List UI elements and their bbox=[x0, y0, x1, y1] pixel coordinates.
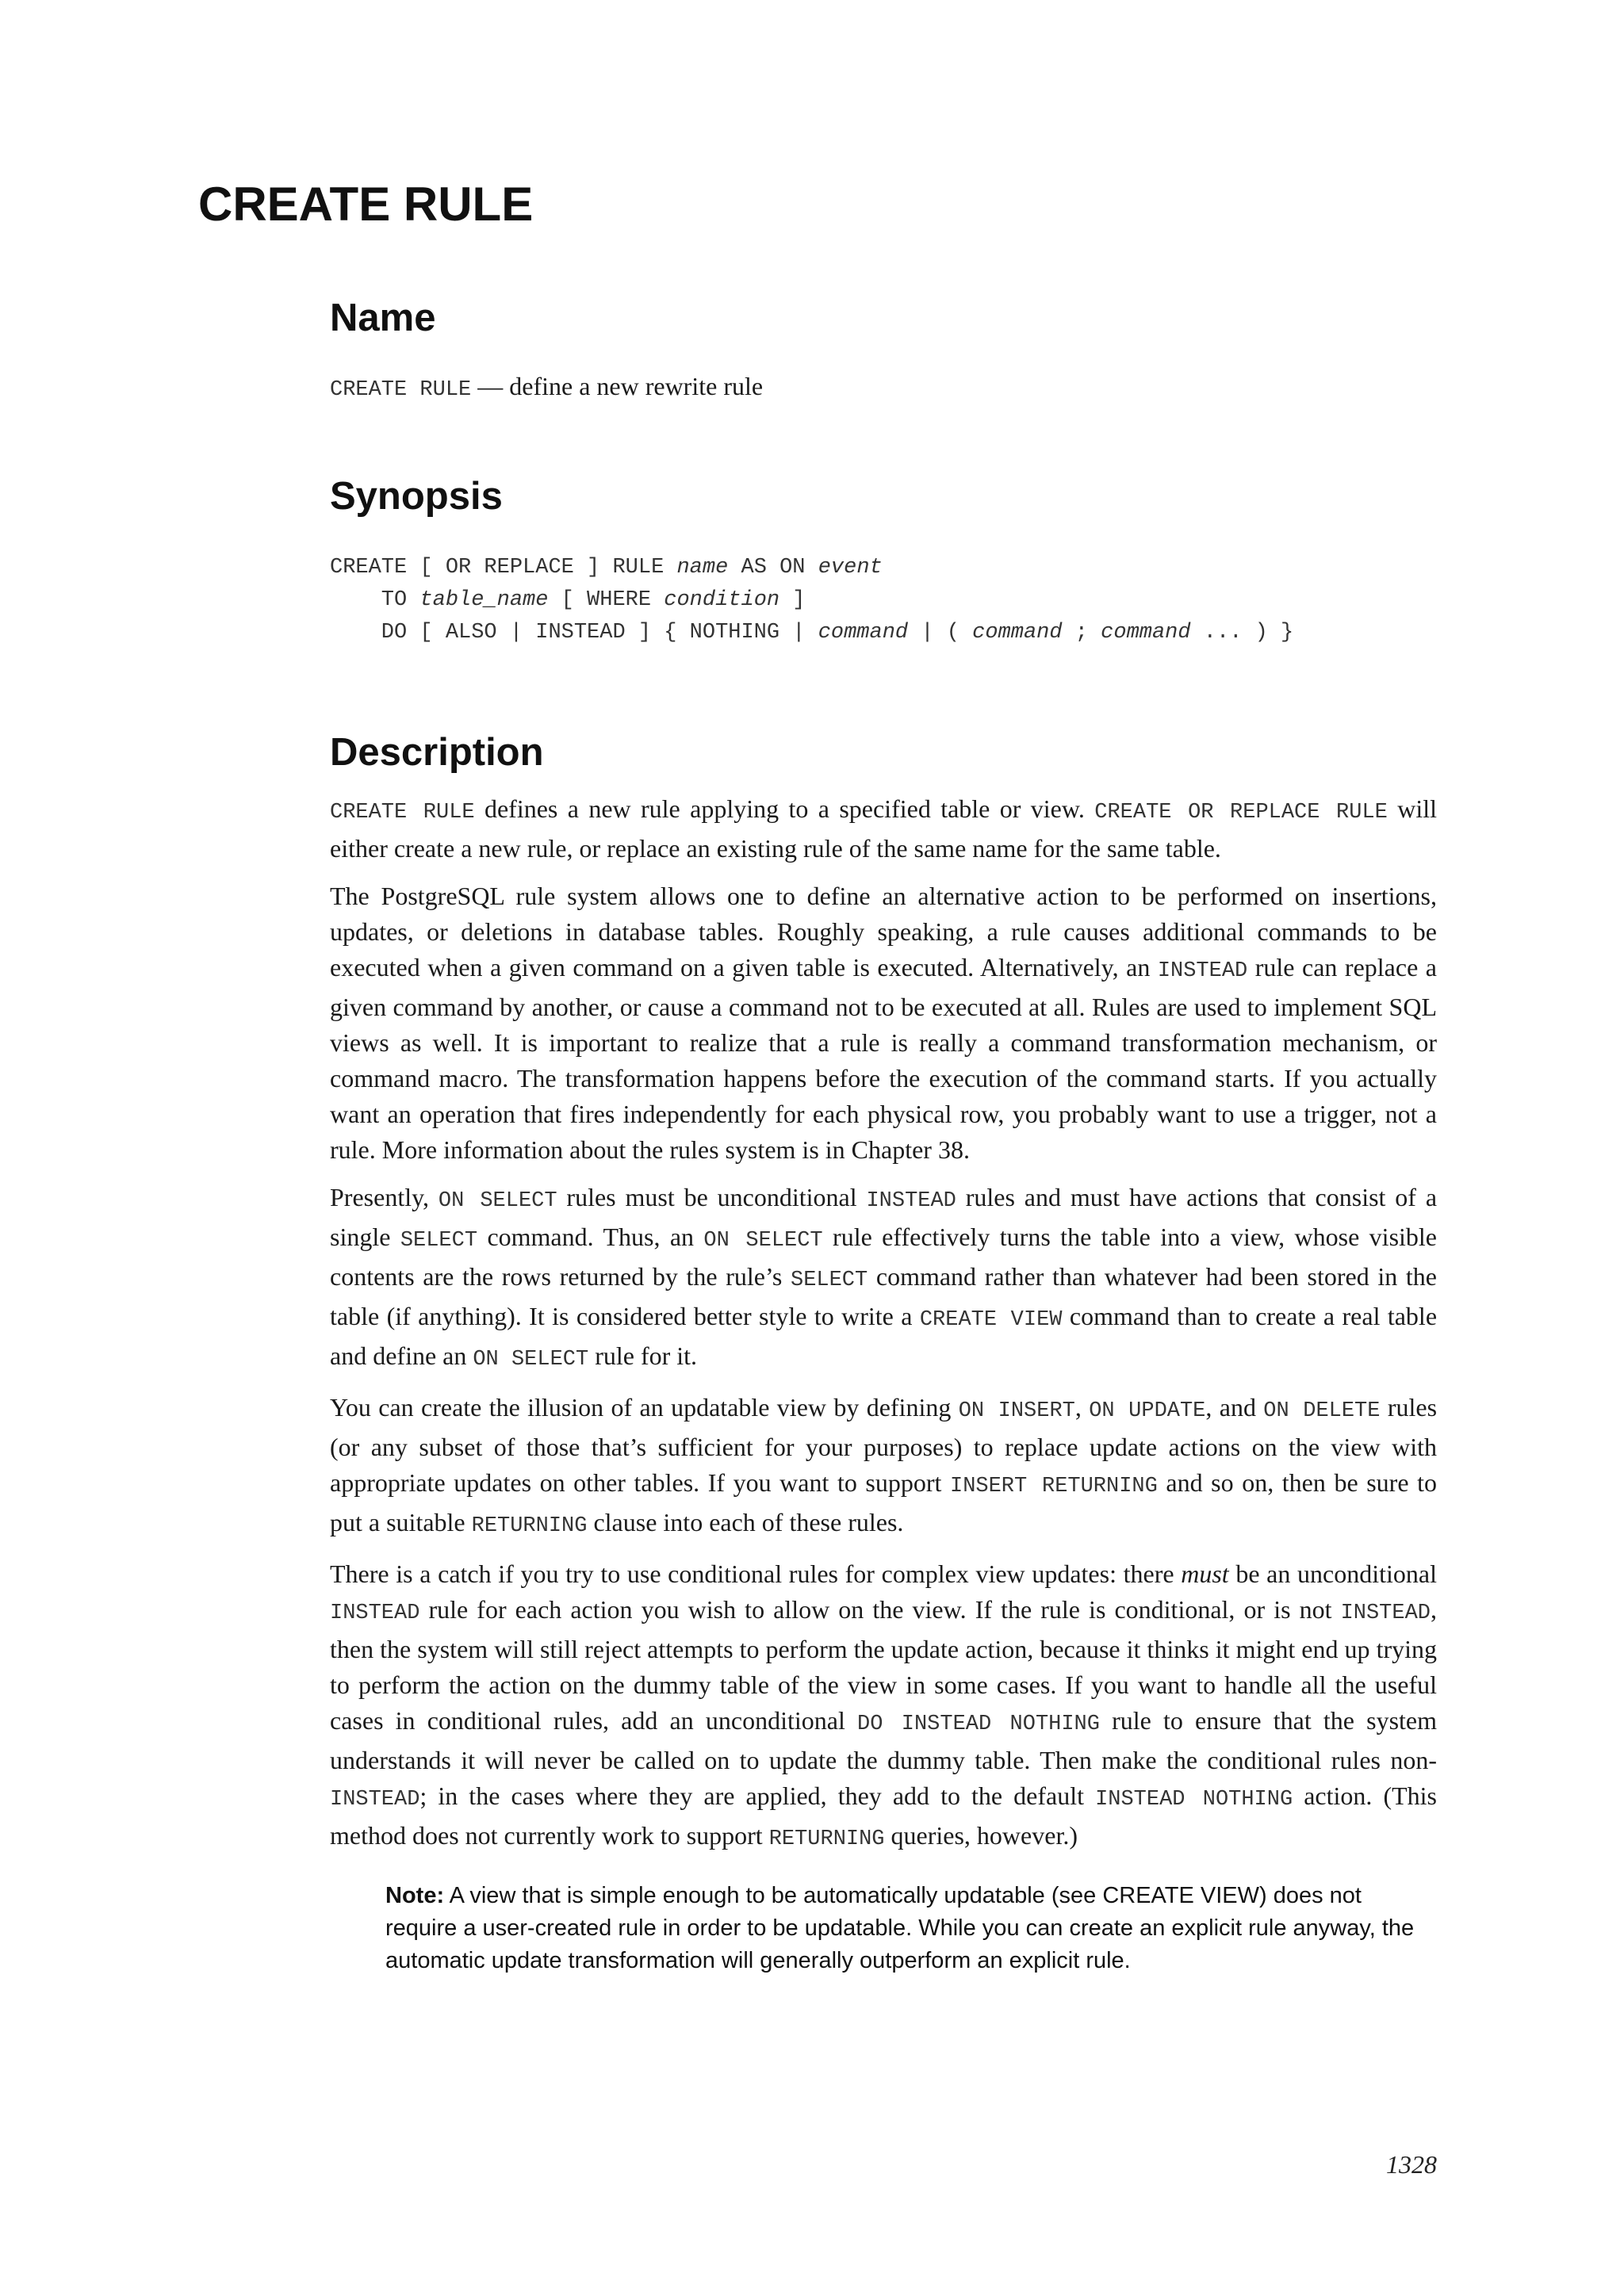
paragraph-text: Presently, bbox=[330, 1183, 439, 1212]
inline-code: CREATE OR REPLACE RULE bbox=[1094, 801, 1388, 825]
inline-code: ON SELECT bbox=[473, 1348, 589, 1372]
inline-code: RETURNING bbox=[471, 1514, 588, 1539]
synopsis-text: | ( bbox=[908, 620, 973, 645]
page-content bbox=[330, 295, 1437, 1977]
inline-code: DO INSTEAD NOTHING bbox=[857, 1712, 1100, 1737]
synopsis-text: ... ) } bbox=[1190, 620, 1294, 645]
name-line bbox=[330, 369, 1437, 408]
paragraph-text: defines a new rule applying to a specified table or view. bbox=[474, 794, 1095, 824]
name-command: CREATE RULE bbox=[330, 377, 472, 402]
synopsis-text: TO bbox=[330, 587, 420, 612]
synopsis-param: command bbox=[1101, 620, 1191, 645]
paragraph-text: You can create the illusion of an updatable view by defining bbox=[330, 1393, 959, 1422]
name-summary: — define a new rewrite rule bbox=[471, 371, 764, 400]
inline-code: INSTEAD bbox=[1157, 959, 1248, 984]
inline-code: ON SELECT bbox=[703, 1229, 823, 1253]
synopsis-text: AS ON bbox=[728, 555, 818, 580]
paragraph-text: rules and must have actions that consist of a single bbox=[330, 1183, 1438, 1252]
inline-code: ON UPDATE bbox=[1089, 1399, 1206, 1424]
paragraph-text: The PostgreSQL rule system allows one to define an alternative action to be performed on insertions, updates, or deletions in database tables. Roughly speaking, a rule causes additional commands to be executed when a given command on a given table is executed. Alternatively, an bbox=[330, 882, 1437, 982]
paragraph-text: There is a catch if you try to use conditional rules for complex view updates: there bbox=[330, 1559, 1182, 1589]
inline-code: INSTEAD NOTHING bbox=[1095, 1788, 1293, 1812]
paragraph-text: , then the system will still reject attempts to perform the update action, because it thinks it might end up trying to perform the action on the dummy table of the view in some cases. If you want to handle all the useful cases in conditional rules, add an unconditional bbox=[330, 1595, 1437, 1735]
paragraph-text: , bbox=[1074, 1393, 1090, 1422]
note-label: Note: bbox=[385, 1883, 445, 1909]
paragraph-text: command rather than whatever had been stored in the table (if anything). It is considered better style to write a bbox=[330, 1262, 1438, 1331]
name-section bbox=[330, 295, 1437, 408]
synopsis-text: CREATE [ OR REPLACE ] RULE bbox=[330, 555, 677, 580]
synopsis-param: condition bbox=[664, 587, 780, 612]
inline-code: ON SELECT bbox=[438, 1189, 557, 1214]
note-block bbox=[385, 1880, 1437, 1977]
synopsis-line-1 bbox=[330, 556, 883, 580]
synopsis-text: ] bbox=[779, 587, 806, 612]
inline-code: INSTEAD bbox=[866, 1189, 956, 1214]
paragraph-text: rules must be unconditional bbox=[557, 1183, 867, 1212]
note-text: A view that is simple enough to be automatically updatable (see CREATE VIEW) does not require a user-created rule in order to be updatable. While you can create an explicit rule anyway, the automatic update transformation will generally outperform an explicit rule. bbox=[385, 1883, 1415, 1974]
synopsis-text: DO [ ALSO | INSTEAD ] { NOTHING | bbox=[330, 620, 818, 645]
paragraph-text: action. (This method does not currently work to support bbox=[330, 1781, 1438, 1850]
synopsis-param: event bbox=[818, 555, 883, 580]
paragraph-text: command. Thus, an bbox=[477, 1223, 704, 1252]
synopsis-block bbox=[330, 552, 1437, 649]
description-heading: Description bbox=[330, 730, 544, 774]
synopsis-param: command bbox=[972, 620, 1063, 645]
paragraph-text: rule can replace a given command by another, or cause a command not to be executed at all. Rules are used to implement SQL views as well. It is important to realize that a rule is really a command transformation mechanism, or command macro. The transformation happens before the execution of the command starts. If you actually want an operation that fires independently for each physical row, you probably want to use a trigger, not a rule. More information about the rules system is in Chapter 38. bbox=[330, 953, 1438, 1165]
description-paragraph-5 bbox=[330, 1556, 1437, 1858]
page-number: 1328 bbox=[1386, 2150, 1437, 2179]
synopsis-param: table_name bbox=[419, 587, 549, 612]
paragraph-text: clause into each of these rules. bbox=[587, 1508, 904, 1537]
synopsis-text: ; bbox=[1062, 620, 1101, 645]
paragraph-text: rule for each action you wish to allow on the view. If the rule is conditional, or is not bbox=[419, 1595, 1341, 1624]
inline-code: RETURNING bbox=[768, 1827, 885, 1852]
synopsis-heading: Synopsis bbox=[330, 474, 503, 518]
paragraph-text: queries, however.) bbox=[884, 1821, 1078, 1850]
description-paragraph-1 bbox=[330, 791, 1437, 867]
paragraph-text: , and bbox=[1205, 1393, 1264, 1422]
synopsis-text: [ WHERE bbox=[548, 587, 665, 612]
page-title: CREATE RULE bbox=[198, 178, 534, 231]
inline-code: INSTEAD bbox=[330, 1788, 420, 1812]
inline-code: SELECT bbox=[791, 1269, 868, 1293]
description-paragraph-3 bbox=[330, 1180, 1437, 1378]
inline-code: CREATE VIEW bbox=[919, 1308, 1063, 1333]
paragraph-text: rules (or any subset of those that’s sufficient for your purposes) to replace update actions on the view with appropriate updates on other tables. If you want to support bbox=[330, 1393, 1438, 1498]
emphasis: must bbox=[1181, 1559, 1229, 1589]
inline-code: INSERT RETURNING bbox=[950, 1475, 1158, 1499]
inline-code: INSTEAD bbox=[1340, 1601, 1431, 1626]
inline-code: SELECT bbox=[400, 1229, 478, 1253]
description-section bbox=[330, 729, 1437, 1978]
paragraph-text: rule to ensure that the system understands it will never be called on to update the dummy table. Then make the conditional rules non- bbox=[330, 1706, 1438, 1775]
paragraph-text: be an unconditional bbox=[1228, 1559, 1438, 1589]
inline-code: INSTEAD bbox=[330, 1601, 420, 1626]
synopsis-section bbox=[330, 473, 1437, 649]
paragraph-text: ; in the cases where they are applied, they add to the default bbox=[419, 1781, 1096, 1811]
paragraph-text: command than to create a real table and define an bbox=[330, 1302, 1438, 1371]
synopsis-param: command bbox=[818, 620, 909, 645]
synopsis-line-3 bbox=[330, 621, 1293, 645]
synopsis-param: name bbox=[676, 555, 729, 580]
inline-code: ON INSERT bbox=[958, 1399, 1075, 1424]
paragraph-text: rule effectively turns the table into a view, whose visible contents are the rows returned by the rule’s bbox=[330, 1223, 1437, 1292]
name-heading: Name bbox=[330, 297, 436, 339]
paragraph-text: rule for it. bbox=[588, 1341, 698, 1371]
paragraph-text: and so on, then be sure to put a suitable bbox=[330, 1468, 1438, 1537]
paragraph-text: will either create a new rule, or replace an existing rule of the same name for the same table. bbox=[330, 794, 1438, 863]
inline-code: CREATE RULE bbox=[330, 801, 475, 825]
description-paragraph-2 bbox=[330, 878, 1437, 1168]
inline-code: ON DELETE bbox=[1263, 1399, 1381, 1424]
description-paragraph-4 bbox=[330, 1390, 1437, 1544]
synopsis-line-2 bbox=[330, 588, 806, 612]
